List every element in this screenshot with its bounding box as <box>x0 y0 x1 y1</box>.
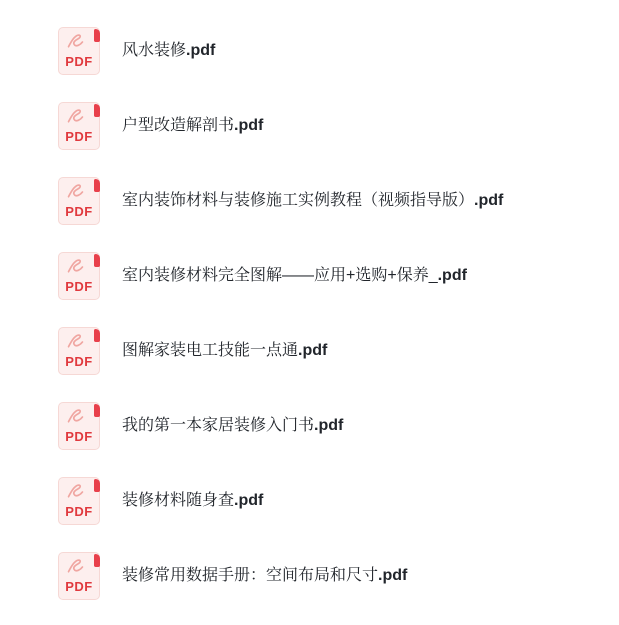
pdf-badge-label: PDF <box>65 354 93 369</box>
acrobat-swirl-icon <box>66 407 85 424</box>
pdf-badge-label: PDF <box>65 579 93 594</box>
acrobat-swirl-icon <box>66 332 85 349</box>
file-extension: .pdf <box>314 417 344 435</box>
file-extension: .pdf <box>474 192 504 210</box>
file-item[interactable] <box>58 102 619 150</box>
pdf-file-icon <box>58 27 100 75</box>
file-item[interactable] <box>58 327 619 375</box>
folded-corner-ribbon <box>94 104 100 117</box>
file-title: 风水装修 <box>122 42 187 60</box>
file-item[interactable] <box>58 477 619 525</box>
file-extension: .pdf <box>186 42 216 60</box>
pdf-file-icon <box>58 177 100 225</box>
file-name[interactable] <box>122 41 215 60</box>
file-name[interactable] <box>122 566 407 585</box>
folded-corner-ribbon <box>94 29 100 42</box>
folded-corner-ribbon <box>94 179 100 192</box>
folded-corner-ribbon <box>94 329 100 342</box>
folded-corner-ribbon <box>94 404 100 417</box>
file-title: 室内装修材料完全图解——应用+选购+保养_ <box>122 267 438 285</box>
pdf-badge-label: PDF <box>65 429 93 444</box>
file-extension: .pdf <box>234 492 264 510</box>
pdf-file-icon <box>58 102 100 150</box>
acrobat-swirl-icon <box>66 482 85 499</box>
file-extension: .pdf <box>437 267 467 285</box>
pdf-file-icon <box>58 252 100 300</box>
acrobat-swirl-icon <box>66 182 85 199</box>
pdf-badge-label: PDF <box>65 504 93 519</box>
folded-corner-ribbon <box>94 479 100 492</box>
file-item[interactable] <box>58 552 619 600</box>
file-name[interactable] <box>122 266 467 285</box>
folded-corner-ribbon <box>94 254 100 267</box>
file-extension: .pdf <box>298 342 328 360</box>
acrobat-swirl-icon <box>66 557 85 574</box>
file-item[interactable] <box>58 27 619 75</box>
folded-corner-ribbon <box>94 554 100 567</box>
file-extension: .pdf <box>378 567 408 585</box>
acrobat-swirl-icon <box>66 257 85 274</box>
file-name[interactable] <box>122 116 263 135</box>
pdf-file-icon <box>58 552 100 600</box>
file-title: 装修材料随身查 <box>122 492 235 510</box>
file-item[interactable] <box>58 402 619 450</box>
file-name[interactable] <box>122 191 503 210</box>
file-item[interactable] <box>58 252 619 300</box>
pdf-file-icon <box>58 327 100 375</box>
acrobat-swirl-icon <box>66 107 85 124</box>
pdf-badge-label: PDF <box>65 54 93 69</box>
file-title: 我的第一本家居装修入门书 <box>122 417 315 435</box>
file-title: 图解家装电工技能一点通 <box>122 342 299 360</box>
pdf-file-icon <box>58 402 100 450</box>
file-item[interactable] <box>58 177 619 225</box>
file-extension: .pdf <box>234 117 264 135</box>
acrobat-swirl-icon <box>66 32 85 49</box>
file-title: 装修常用数据手册：空间布局和尺寸 <box>122 567 379 585</box>
file-name[interactable] <box>122 416 343 435</box>
file-title: 室内装饰材料与装修施工实例教程（视频指导版） <box>122 192 475 210</box>
pdf-badge-label: PDF <box>65 129 93 144</box>
pdf-badge-label: PDF <box>65 204 93 219</box>
file-title: 户型改造解剖书 <box>122 117 235 135</box>
file-name[interactable] <box>122 341 327 360</box>
pdf-badge-label: PDF <box>65 279 93 294</box>
pdf-file-icon <box>58 477 100 525</box>
file-name[interactable] <box>122 491 263 510</box>
